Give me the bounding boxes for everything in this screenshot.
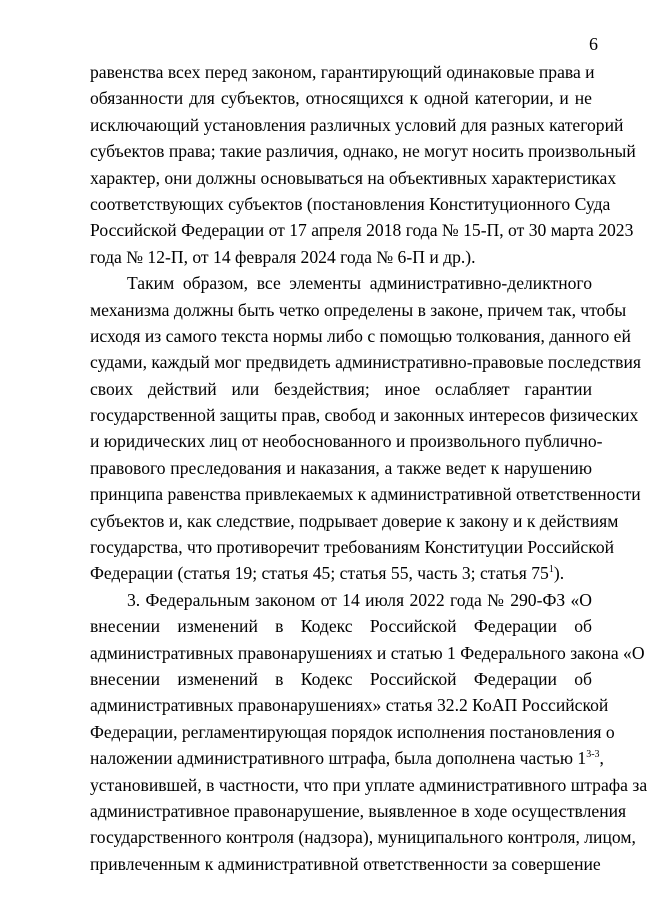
- text-line: 3. Федеральным законом от 14 июля 2022 года № 290-ФЗ «О: [127, 589, 592, 610]
- text-fragment: наложении административного штрафа, была дополнена частью 1: [90, 748, 587, 769]
- page-number: 6: [589, 34, 598, 54]
- paragraph-3: [90, 587, 647, 877]
- text-line: характер, они должны основываться на объективных характеристиках: [90, 167, 617, 188]
- text-line: административное правонарушение, выявленное в ходе осуществления: [90, 800, 627, 821]
- text-line: Таким образом, все элементы административно-деликтного: [127, 273, 592, 294]
- text-line: принципа равенства привлекаемых к административной ответственности: [90, 484, 641, 505]
- superscript: 3-3: [586, 749, 600, 761]
- superscript: 1: [548, 564, 554, 576]
- paragraph-1: [90, 59, 636, 270]
- text-line: административных правонарушениях» статья 32.2 КоАП Российской: [90, 695, 609, 716]
- text-line: [90, 560, 592, 586]
- text-line: [90, 745, 604, 771]
- text-line: Российской Федерации от 17 апреля 2018 года № 15-П, от 30 марта 2023: [90, 220, 634, 241]
- text-line: субъектов права; такие различия, однако, не могут носить произвольный: [90, 141, 636, 162]
- text-line: административных правонарушениях и статью 1 Федерального закона «О: [90, 642, 645, 663]
- text-line: Федерации, регламентирующая порядок исполнения постановления о: [90, 721, 615, 742]
- text-line: обязанности для субъектов, относящихся к одной категории, и не: [90, 88, 592, 109]
- text-line: и юридических лиц от необоснованного и произвольного публично-: [90, 431, 603, 452]
- paragraph-2: [90, 270, 641, 587]
- text-line: исключающий установления различных условий для разных категорий: [90, 114, 624, 135]
- text-line: исходя из самого текста нормы либо с помощью толкования, данного ей: [90, 325, 631, 346]
- text-line: механизма должны быть четко определены в законе, причем так, чтобы: [90, 299, 627, 320]
- text-line: привлеченным к административной ответственности за совершение: [90, 853, 601, 874]
- text-fragment: Федерации (статья 19; статья 45; статья 55, часть 3; статья 75: [90, 563, 549, 584]
- text-fragment: ).: [553, 563, 565, 584]
- text-line: правового преследования и наказания, а также ведет к нарушению: [90, 457, 592, 478]
- text-line: своих действий или бездействия; иное ослабляет гарантии: [90, 378, 592, 399]
- text-line: года № 12-П, от 14 февраля 2024 года № 6-П и др.).: [90, 246, 476, 267]
- text-line: судами, каждый мог предвидеть административно-правовые последствия: [90, 352, 641, 373]
- text-line: государственного контроля (надзора), муниципального контроля, лицом,: [90, 827, 636, 848]
- text-fragment: ,: [599, 748, 604, 769]
- text-line: установившей, в частности, что при уплате административного штрафа за: [90, 774, 647, 795]
- document-body: [90, 59, 647, 877]
- text-line: субъектов и, как следствие, подрывает доверие к закону и к действиям: [90, 510, 619, 531]
- text-line: соответствующих субъектов (постановления Конституционного Суда: [90, 193, 611, 214]
- text-line: внесении изменений в Кодекс Российской Федерации об: [90, 616, 592, 637]
- text-line: равенства всех перед законом, гарантирующий одинаковые права и: [90, 62, 595, 82]
- text-line: государственной защиты прав, свобод и законных интересов физических: [90, 405, 639, 426]
- text-line: государства, что противоречит требованиям Конституции Российской: [90, 537, 615, 558]
- text-line: внесении изменений в Кодекс Российской Федерации об: [90, 668, 592, 689]
